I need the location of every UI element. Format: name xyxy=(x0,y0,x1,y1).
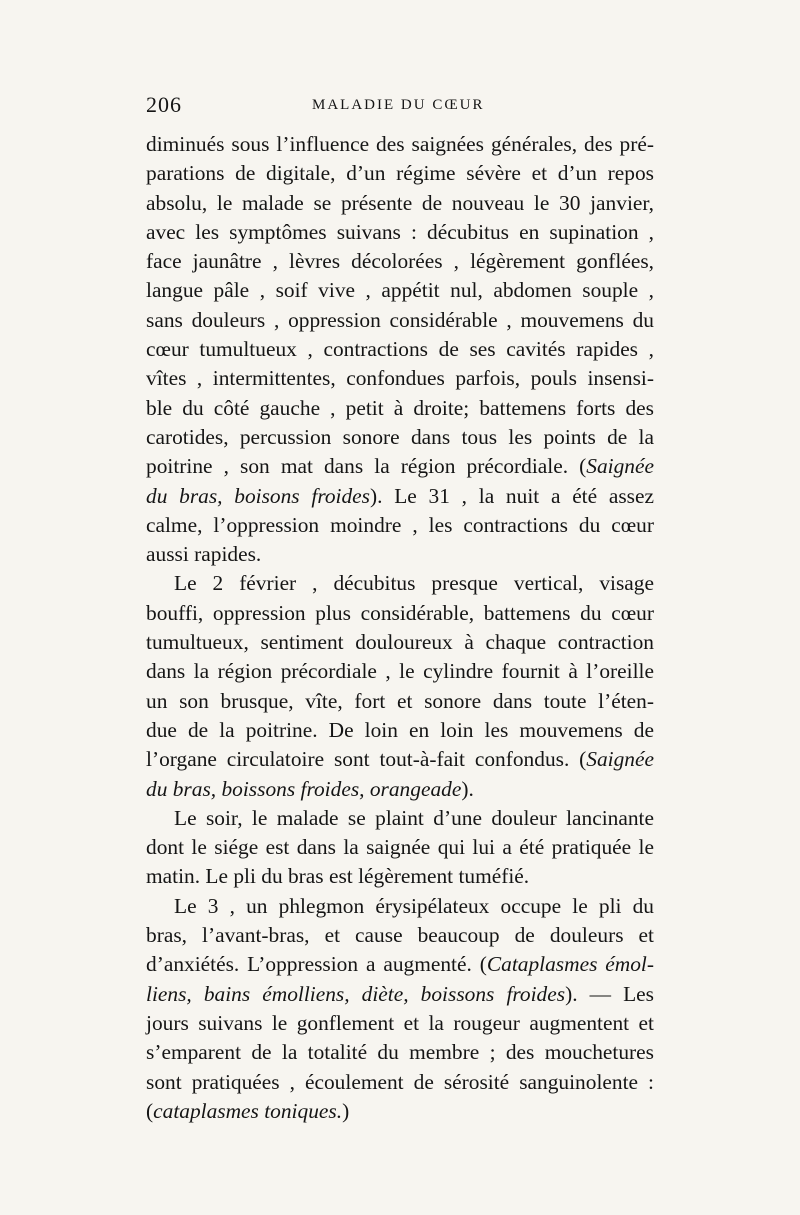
text-segment: l’organe circulatoire sont tout-à-fait confondus. ( xyxy=(146,747,587,772)
text-line xyxy=(146,511,654,540)
text-line xyxy=(146,862,654,891)
text-line xyxy=(146,364,654,393)
text-line xyxy=(146,218,654,247)
text-line xyxy=(146,833,654,862)
text-line xyxy=(146,892,654,921)
text-line xyxy=(146,247,654,276)
italic-text-segment: Saignée xyxy=(586,454,654,479)
text-line xyxy=(146,189,654,218)
text-line xyxy=(146,159,654,188)
text-line xyxy=(146,745,654,774)
page-number: 206 xyxy=(146,92,182,117)
page-header xyxy=(146,92,656,122)
text-line xyxy=(146,335,654,364)
italic-text-segment: du bras, boisons froides xyxy=(146,483,371,508)
italic-text-segment: Saignée xyxy=(586,747,654,772)
text-segment: due de la poitrine. De loin en loin les mouvemens de xyxy=(146,717,654,742)
text-line xyxy=(146,921,654,950)
text-line xyxy=(146,540,654,569)
text-segment: dans la région précordiale , le cylindre fournit à l’oreille xyxy=(146,659,654,684)
italic-text-segment: cataplasmes toniques. xyxy=(153,1098,343,1123)
text-segment: ble du côté gauche , petit à droite; battemens forts des xyxy=(146,395,654,420)
text-line xyxy=(146,1068,654,1097)
text-segment: sans douleurs , oppression considérable , mouvemens du xyxy=(146,307,654,332)
text-segment: ). xyxy=(461,776,474,801)
text-segment: dont le siége est dans la saignée qui lui a été pratiquée le xyxy=(146,835,654,860)
text-segment: jours suivans le gonflement et la rougeur augmentent et xyxy=(146,1010,654,1035)
text-segment: un son brusque, vîte, fort et sonore dans toute l’éten- xyxy=(146,688,654,713)
text-line xyxy=(146,628,654,657)
text-segment: bouffi, oppression plus considérable, battemens du cœur xyxy=(146,600,654,625)
text-line xyxy=(146,804,654,833)
text-segment: tumultueux, sentiment douloureux à chaque contraction xyxy=(146,630,654,655)
text-line xyxy=(146,569,654,598)
text-segment: cœur tumultueux , contractions de ses cavités rapides , xyxy=(146,337,654,362)
text-segment: ). — Les xyxy=(565,981,654,1006)
text-segment: bras, l’avant-bras, et cause beaucoup de douleurs et xyxy=(146,923,654,948)
text-segment: Le 2 février , décubitus presque vertical, visage xyxy=(174,571,654,596)
text-line xyxy=(146,276,654,305)
text-line xyxy=(146,394,654,423)
text-line xyxy=(146,980,654,1009)
text-segment: diminués sous l’influence des saignées générales, des pré- xyxy=(146,132,654,156)
italic-text-segment: du bras, boissons froides, orangeade xyxy=(146,776,462,801)
text-segment: Le 3 , un phlegmon érysipélateux occupe le pli du xyxy=(174,893,654,918)
text-segment: matin. Le pli du bras est légèrement tuméfié. xyxy=(146,864,530,889)
text-line xyxy=(146,657,654,686)
text-segment: carotides, percussion sonore dans tous les points de la xyxy=(146,424,654,449)
text-segment: sont pratiquées , écoulement de sérosité sanguinolente : xyxy=(146,1069,654,1094)
text-segment: poitrine , son mat dans la région précordiale. ( xyxy=(146,454,587,479)
text-line xyxy=(146,775,654,804)
italic-text-segment: liens, bains émolliens, diète, boissons froides xyxy=(146,981,566,1006)
text-segment: ( xyxy=(146,1098,154,1123)
text-line xyxy=(146,1038,654,1067)
text-line xyxy=(146,716,654,745)
text-segment: s’emparent de la totalité du membre ; des mouchetures xyxy=(146,1040,654,1065)
text-segment: ). Le 31 , la nuit a été assez xyxy=(370,483,654,508)
text-line xyxy=(146,306,654,335)
text-segment: aussi rapides. xyxy=(146,542,262,567)
text-segment: absolu, le malade se présente de nouveau le 30 janvier, xyxy=(146,190,654,215)
running-head: MALADIE DU CŒUR xyxy=(312,97,485,113)
text-line xyxy=(146,599,654,628)
text-segment: face jaunâtre , lèvres décolorées , légèrement gonflées, xyxy=(146,249,654,274)
text-line xyxy=(146,452,654,481)
text-segment: parations de digitale, d’un régime sévère et d’un repos xyxy=(146,161,654,186)
text-segment: langue pâle , soif vive , appétit nul, abdomen souple , xyxy=(146,278,654,303)
text-segment: Le soir, le malade se plaint d’une douleur lancinante xyxy=(174,805,654,830)
text-line xyxy=(146,423,654,452)
text-line xyxy=(146,1009,654,1038)
text-line xyxy=(146,130,654,159)
text-line xyxy=(146,687,654,716)
text-segment: ) xyxy=(342,1098,350,1123)
text-segment: calme, l’oppression moindre , les contractions du cœur xyxy=(146,512,654,537)
text-line xyxy=(146,950,654,979)
text-segment: vîtes , intermittentes, confondues parfois, pouls insensi- xyxy=(146,366,654,391)
text-line xyxy=(146,482,654,511)
text-line xyxy=(146,1097,654,1126)
text-segment: avec les symptômes suivans : décubitus en supination , xyxy=(146,219,654,244)
italic-text-segment: Cataplasmes émol- xyxy=(486,952,655,977)
text-segment: d’anxiétés. L’oppression a augmenté. ( xyxy=(146,952,487,977)
body-text xyxy=(146,130,654,1126)
